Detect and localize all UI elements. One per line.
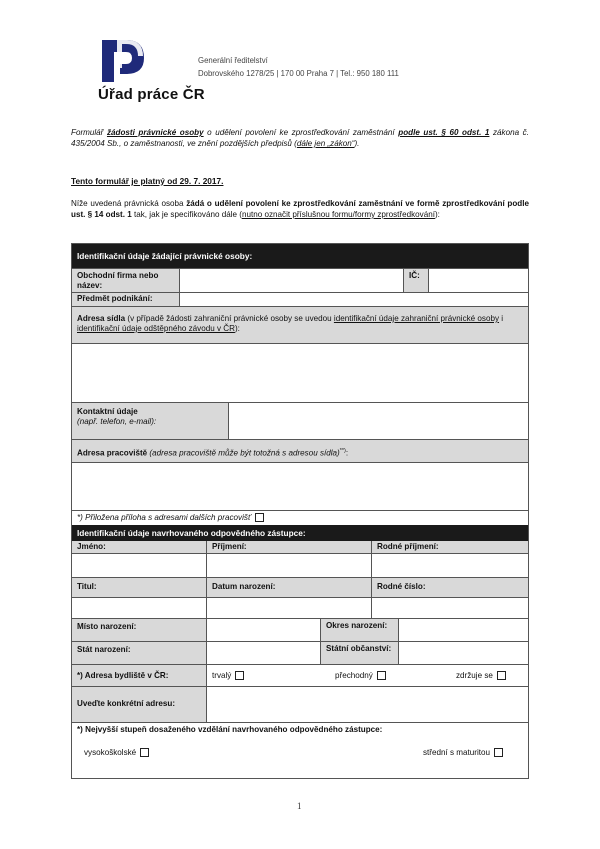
district-input[interactable] <box>399 618 528 641</box>
district-label: Okres narození: <box>321 618 399 641</box>
res-temporary-option: přechodný <box>335 671 386 681</box>
seat-input[interactable] <box>72 343 528 402</box>
subject-label: Předmět podnikání: <box>72 292 180 306</box>
res-staying-checkbox[interactable] <box>497 671 506 680</box>
surname-label: Příjmení: <box>207 541 372 553</box>
citizenship-input[interactable] <box>399 641 528 664</box>
res-staying-option: zdržuje se <box>456 671 506 681</box>
residence-options <box>207 664 528 686</box>
birth-surname-label: Rodné příjmení: <box>372 541 528 553</box>
request-statement: Níže uvedená právnická osoba žádá o udělení povolení ke zprostředkování zaměstnání ve formě zprostředkování podle ust. § 14 odst. 1 tak, jak je specifikováno dále (nutno označit příslušnou formu/formy zprostředkování): <box>71 199 529 219</box>
birth-date-input[interactable] <box>207 597 372 618</box>
application-form <box>71 243 529 779</box>
edu-university-checkbox[interactable] <box>140 748 149 757</box>
section2-title: Identifikační údaje navrhovaného odpovědného zástupce: <box>72 525 528 541</box>
birth-place-input[interactable] <box>207 618 321 641</box>
education-row <box>72 722 528 778</box>
ic-label: IČ: <box>403 268 429 292</box>
org-name: Úřad práce ČR <box>98 86 205 103</box>
header-dept: Generální ředitelství <box>198 56 268 65</box>
res-permanent-checkbox[interactable] <box>235 671 244 680</box>
attachment-checkbox[interactable] <box>255 513 264 522</box>
contact-input[interactable] <box>229 402 528 439</box>
address-input[interactable] <box>207 686 528 722</box>
name-label: Jméno: <box>72 541 207 553</box>
degree-label: Titul: <box>72 577 207 597</box>
surname-input[interactable] <box>207 553 372 577</box>
attachment-row: *) Přiložena příloha s adresami dalších pracovišť <box>72 510 528 525</box>
birth-state-input[interactable] <box>207 641 321 664</box>
degree-input[interactable] <box>72 597 207 618</box>
address-label: Uveďte konkrétní adresu: <box>72 686 207 722</box>
header-address: Dobrovského 1278/25 | 170 00 Praha 7 | Tel.: 950 180 111 <box>198 69 399 78</box>
workplace-label: Adresa pracoviště (adresa pracoviště může být totožná s adresou sídla)**): <box>72 439 528 462</box>
residence-label: *) Adresa bydliště v ČR: <box>72 664 207 686</box>
res-permanent-option: trvalý <box>212 671 244 681</box>
birth-place-label: Místo narození: <box>72 618 207 641</box>
header-contact <box>198 54 399 80</box>
subject-input[interactable] <box>180 292 528 306</box>
firm-input[interactable] <box>180 268 403 292</box>
education-label: *) Nejvyšší stupeň dosaženého vzdělání navrhovaného odpovědného zástupce: <box>77 725 383 734</box>
edu-secondary-option: střední s maturitou <box>423 748 503 758</box>
edu-secondary-checkbox[interactable] <box>494 748 503 757</box>
urad-prace-logo <box>100 38 152 84</box>
birth-date-label: Datum narození: <box>207 577 372 597</box>
form-intro: Formulář žádosti právnické osoby o udělení povolení ke zprostředkování zaměstnání podle ust. § 60 odst. 1 zákona č. 435/2004 Sb., o zaměstnanosti, ve znění pozdějších předpisů (dále jen „zákon“). <box>71 128 529 148</box>
validity-note: Tento formulář je platný od 29. 7. 2017. <box>71 176 224 186</box>
birth-state-label: Stát narození: <box>72 641 207 664</box>
edu-university-option: vysokoškolské <box>84 748 149 758</box>
birth-number-input[interactable] <box>372 597 528 618</box>
seat-label: Adresa sídla (v případě žádosti zahraniční právnické osoby se uvedou identifikační údaje zahraniční právnické osoby i identifikační údaje odštěpného závodu v ČR): <box>72 306 528 343</box>
firm-label: Obchodní firma nebo název: <box>72 268 180 292</box>
page-number: 1 <box>297 801 302 811</box>
section1-title: Identifikační údaje žádající právnické osoby: <box>72 244 528 268</box>
citizenship-label: Státní občanství: <box>321 641 399 664</box>
birth-number-label: Rodné číslo: <box>372 577 528 597</box>
workplace-input[interactable] <box>72 462 528 510</box>
contact-label: Kontaktní údaje (např. telefon, e-mail): <box>72 402 229 439</box>
birth-surname-input[interactable] <box>372 553 528 577</box>
ic-input[interactable] <box>429 268 528 292</box>
res-temporary-checkbox[interactable] <box>377 671 386 680</box>
name-input[interactable] <box>72 553 207 577</box>
